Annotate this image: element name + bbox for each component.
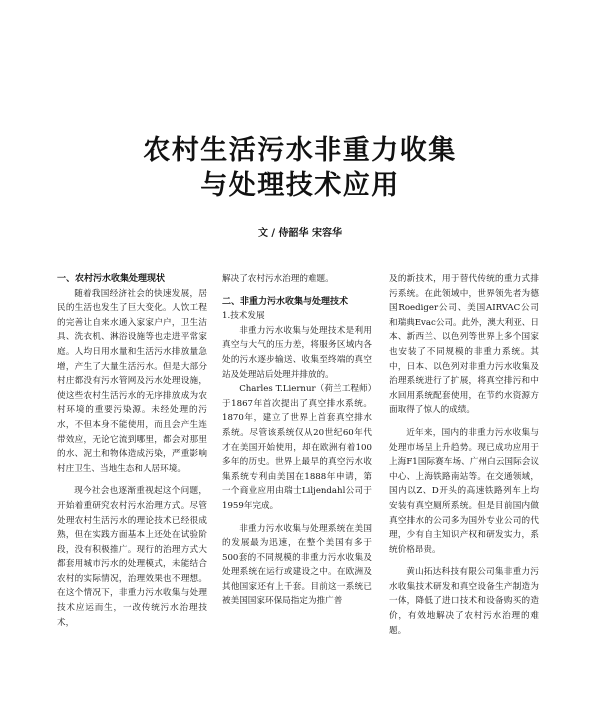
paragraph: 及的新技术，用于替代传统的重力式排污系统。在此领域中，世界领先者为德国Roediger公司、美国AIRVAC公司和瑞典Evac公司。此外，澳大利亚、日本、新西兰、以色列等世界上多个国家也安装了不同规模的非重力系统。其中，日本、以色列对非重力污水收集及治理系统进行了扩展，将真空排污和中水回用系统配套使用，在节约水资源方面取得了惊人的成绩。 <box>389 274 539 416</box>
column-2 <box>222 272 372 692</box>
title-line-2: 与处理技术应用 <box>200 170 400 201</box>
paragraph: 非重力污水收集与处理技术是利用真空与大气的压力差，将服务区域内各处的污水逐步输送、收集至终端的真空站及处理站后处理并排放的。 <box>222 325 372 380</box>
paragraph: 解决了农村污水治理的难题。 <box>222 274 334 284</box>
article-title <box>0 133 600 203</box>
subsection-heading: 1.技术发展 <box>222 311 265 322</box>
paragraph: 非重力污水收集与处理系统在美国的发展最为迅速，在整个美国有多于500套的不同规模的非重力污水收集及处理系统在运行或建设之中。在欧洲及其他国家还有上千套。目前这一系统已被美国国家环保局指定为推广普 <box>222 523 372 607</box>
column-1 <box>57 272 207 692</box>
section-heading-1: 一、农村污水收集处理现状 <box>57 274 166 284</box>
paragraph: 现今社会也逐渐重视起这个问题，开始着重研究农村污水治理方式。尽管处理农村生活污水的理论技术已经很成熟，但在实践方面基本上还处在试验阶段，没有积极推广。现行的治理方式大都套用城市污水的处理模式，未能结合农村的实际情况，治理效果也不理想。在这个情况下，非重力污水收集与处理技术应运而生，一改传统污水治理技术， <box>57 486 207 628</box>
column-3 <box>389 272 539 692</box>
section-heading-2: 二、非重力污水收集与处理技术 <box>222 296 349 307</box>
paragraph: Charles T.Liernur（荷兰工程师）于1867年首次提出了真空排水系统。1870年，建立了世界上首套真空排水系统。尽管该系统仅从20世纪60年代才在美国开始使用，却在欧洲有着100多年的历史。世界上最早的真空污水收集系统专利由美国在1888年申请，第一个商业应用由瑞士Liljendahl公司于1959年完成。 <box>222 384 372 511</box>
paragraph: 黄山拓达科技有限公司集非重力污水收集技术研发和真空设备生产制造为一体，降低了进口技术和设备购买的造价，有效地解决了农村污水治理的难题。 <box>389 567 539 636</box>
title-line-1: 农村生活污水非重力收集 <box>143 135 457 166</box>
author-byline: 文 / 侍韶华 宋容华 <box>257 228 343 239</box>
paragraph: 近年来，国内的非重力污水收集与处理市场呈上升趋势。现已成功应用于上海F1国际赛车场、广州白云国际会议中心、上海铁路南站等。在交通领域，国内以Z、D开头的高速铁路列车上均安装有真空厕所系统。但是目前国内做真空排水的公司多为国外专业公司的代理，少有自主知识产权和研发实力，系统价格昂贵。 <box>389 427 539 555</box>
paragraph: 随着我国经济社会的快速发展，居民的生活也发生了巨大变化。人饮工程的完善让自来水通入家家户户，卫生洁具、洗衣机、淋浴设施等也走进平常家庭。人均日用水量和生活污水排放量急增，产生了大量生活污水。但是大部分村庄都没有污水管网及污水处理设施，使这些农村生活污水的无序排放成为农村环境的重要污染源。未经处理的污水，不但本身不能使用，而且会产生连带效应，无论它流到哪里，都会对那里的水、泥土和物体造成污染，严重影响村庄卫生、当地生态和人居环境。 <box>57 288 207 474</box>
